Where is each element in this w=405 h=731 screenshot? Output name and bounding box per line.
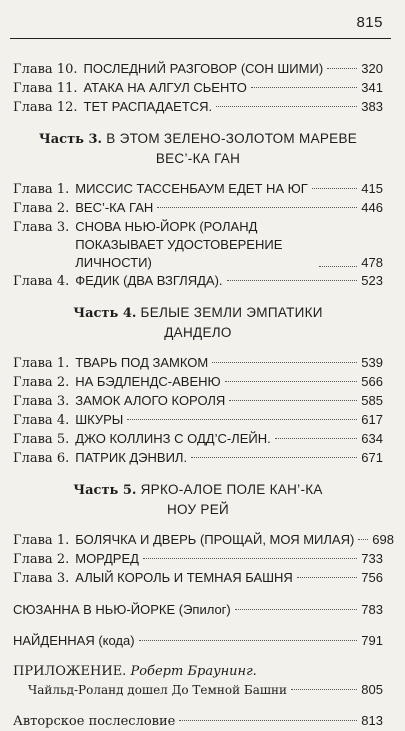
leader-dots xyxy=(139,640,358,641)
coda-page: 791 xyxy=(361,633,383,648)
toc-entry[interactable] xyxy=(13,531,394,550)
chapter-label: Глава 4. xyxy=(13,413,70,428)
chapter-label: Глава 1. xyxy=(13,182,70,197)
chapter-page: 617 xyxy=(361,412,383,427)
leader-dots xyxy=(229,400,357,401)
chapter-page: 320 xyxy=(361,61,383,76)
chapter-label: Глава 11. xyxy=(13,81,78,96)
toc-entry[interactable] xyxy=(13,373,383,392)
leader-dots xyxy=(358,539,368,540)
chapter-title: ШКУРЫ xyxy=(75,412,124,427)
toc-entry[interactable] xyxy=(13,199,383,218)
part-subtitle: ВЕС’-КА ГАН xyxy=(155,151,241,166)
chapter-label: Глава 2. xyxy=(13,552,70,567)
leader-dots xyxy=(235,609,358,610)
toc-entry[interactable] xyxy=(13,449,383,468)
leader-dots xyxy=(212,362,357,363)
part-subtitle: ДАНДЕЛО xyxy=(164,325,232,340)
chapter-page: 634 xyxy=(361,431,383,446)
chapter-title: АТАКА НА АЛГУЛ СЬЕНТО xyxy=(83,80,247,95)
appendix-page: 805 xyxy=(361,682,383,697)
chapter-page: 415 xyxy=(361,181,383,196)
leader-dots xyxy=(275,438,358,439)
chapter-label: Глава 1. xyxy=(13,356,70,371)
toc-entry[interactable] xyxy=(13,180,383,199)
chapter-label: Глава 1. xyxy=(13,533,70,548)
chapter-title: ФЕДИК (ДВА ВЗГЛЯДА). xyxy=(75,273,223,288)
toc-entry[interactable] xyxy=(13,569,383,588)
chapter-page: 585 xyxy=(361,393,383,408)
toc-entry[interactable] xyxy=(13,79,383,98)
chapter-title: ПОСЛЕДНИЙ РАЗГОВОР (СОН ШИМИ) xyxy=(83,61,324,76)
chapter-page: 671 xyxy=(361,450,383,465)
chapter-label: Глава 3. xyxy=(13,571,70,586)
chapter-title: МИССИС ТАССЕНБАУМ ЕДЕТ НА ЮГ xyxy=(75,181,308,196)
toc-entry[interactable] xyxy=(13,218,383,272)
part-title: В ЭТОМ ЗЕЛЕНО-ЗОЛОТОМ МАРЕВЕ xyxy=(106,131,358,146)
header-rule xyxy=(10,38,391,39)
chapter-title: ЗАМОК АЛОГО КОРОЛЯ xyxy=(75,393,226,408)
leader-dots xyxy=(312,188,357,189)
appendix-label: ПРИЛОЖЕНИЕ. xyxy=(13,664,127,679)
afterword-page: 813 xyxy=(361,713,383,728)
leader-dots xyxy=(227,280,358,281)
toc-entry[interactable] xyxy=(13,550,383,569)
toc-entry[interactable] xyxy=(13,430,383,449)
appendix-author: Роберт Браунинг. xyxy=(130,664,257,679)
afterword-entry[interactable] xyxy=(13,712,383,731)
epilogue-entry[interactable] xyxy=(13,601,383,619)
chapter-title: СНОВА НЬЮ-ЙОРК (РОЛАНД ПОКАЗЫВАЕТ УДОСТОВЕРЕНИЕ ЛИЧНОСТИ) xyxy=(75,219,283,270)
chapter-title: ДЖО КОЛЛИНЗ С ОДД’С-ЛЕЙН. xyxy=(75,431,271,446)
leader-dots xyxy=(157,207,357,208)
chapter-page: 733 xyxy=(361,551,383,566)
part-label: Часть 4. xyxy=(73,306,137,321)
chapter-page: 698 xyxy=(372,532,394,547)
coda-title: НАЙДЕННАЯ (кода) xyxy=(13,633,135,648)
chapter-title: ТЕТ РАСПАДАЕТСЯ. xyxy=(83,99,213,114)
chapter-page: 523 xyxy=(361,273,383,288)
afterword-title: Авторское послесловие xyxy=(13,714,176,729)
toc-entry[interactable] xyxy=(13,60,383,79)
leader-dots xyxy=(225,381,358,382)
chapter-page: 446 xyxy=(361,200,383,215)
chapter-page: 383 xyxy=(361,99,383,114)
part-label: Часть 5. xyxy=(73,483,137,498)
chapter-title: ТВАРЬ ПОД ЗАМКОМ xyxy=(75,355,209,370)
table-of-contents xyxy=(13,60,394,731)
epilogue-page: 783 xyxy=(361,602,383,617)
toc-entry[interactable] xyxy=(13,98,383,117)
part-heading xyxy=(13,303,383,342)
appendix-entry[interactable] xyxy=(13,663,383,699)
leader-dots xyxy=(191,457,357,458)
chapter-title: ВЕС’-КА ГАН xyxy=(75,200,154,215)
leader-dots xyxy=(216,106,357,107)
chapter-title: НА БЭДЛЕНДС-АВЕНЮ xyxy=(75,374,221,389)
top-entries xyxy=(13,60,383,117)
chapter-title: АЛЫЙ КОРОЛЬ И ТЕМНАЯ БАШНЯ xyxy=(75,570,293,585)
part-heading xyxy=(13,129,383,168)
coda-entry[interactable] xyxy=(13,632,383,650)
chapter-page: 341 xyxy=(361,80,383,95)
chapter-page: 566 xyxy=(361,374,383,389)
chapter-label: Глава 3. xyxy=(13,220,70,235)
appendix-poem-title: Чайльд-Роланд дошел До Темной Башни xyxy=(28,683,288,697)
part-title: БЕЛЫЕ ЗЕМЛИ ЭМПАТИКИ xyxy=(140,305,323,320)
chapter-page: 478 xyxy=(361,255,383,270)
leader-dots xyxy=(319,266,357,267)
leader-dots xyxy=(251,87,357,88)
toc-entry[interactable] xyxy=(13,354,383,373)
chapter-label: Глава 2. xyxy=(13,375,70,390)
leader-dots xyxy=(127,419,357,420)
epilogue-title: СЮЗАННА В НЬЮ-ЙОРКЕ (Эпилог) xyxy=(13,602,231,617)
chapter-title: ПАТРИК ДЭНВИЛ. xyxy=(75,450,188,465)
chapter-label: Глава 10. xyxy=(13,62,78,77)
page-number: 815 xyxy=(356,14,383,31)
chapter-label: Глава 3. xyxy=(13,394,70,409)
toc-entry[interactable] xyxy=(13,392,383,411)
part-subtitle: НОУ РЕЙ xyxy=(166,502,230,517)
leader-dots xyxy=(327,68,357,69)
leader-dots xyxy=(297,577,357,578)
leader-dots xyxy=(143,558,357,559)
chapter-label: Глава 5. xyxy=(13,432,70,447)
chapter-label: Глава 2. xyxy=(13,201,70,216)
chapter-label: Глава 6. xyxy=(13,451,70,466)
chapter-title: МОРДРЕД xyxy=(75,551,139,566)
chapter-page: 539 xyxy=(361,355,383,370)
part-label: Часть 3. xyxy=(38,132,103,147)
leader-dots xyxy=(291,689,357,690)
leader-dots xyxy=(179,720,357,721)
chapter-label: Глава 4. xyxy=(13,274,70,289)
toc-entry[interactable] xyxy=(13,272,383,291)
part-title: ЯРКО-АЛОЕ ПОЛЕ КАН’-КА xyxy=(140,482,323,497)
toc-entry[interactable] xyxy=(13,411,383,430)
chapter-page: 756 xyxy=(361,570,383,585)
part-heading xyxy=(13,480,383,519)
chapter-label: Глава 12. xyxy=(13,100,78,115)
chapter-title: БОЛЯЧКА И ДВЕРЬ (ПРОЩАЙ, МОЯ МИЛАЯ) xyxy=(75,532,355,547)
